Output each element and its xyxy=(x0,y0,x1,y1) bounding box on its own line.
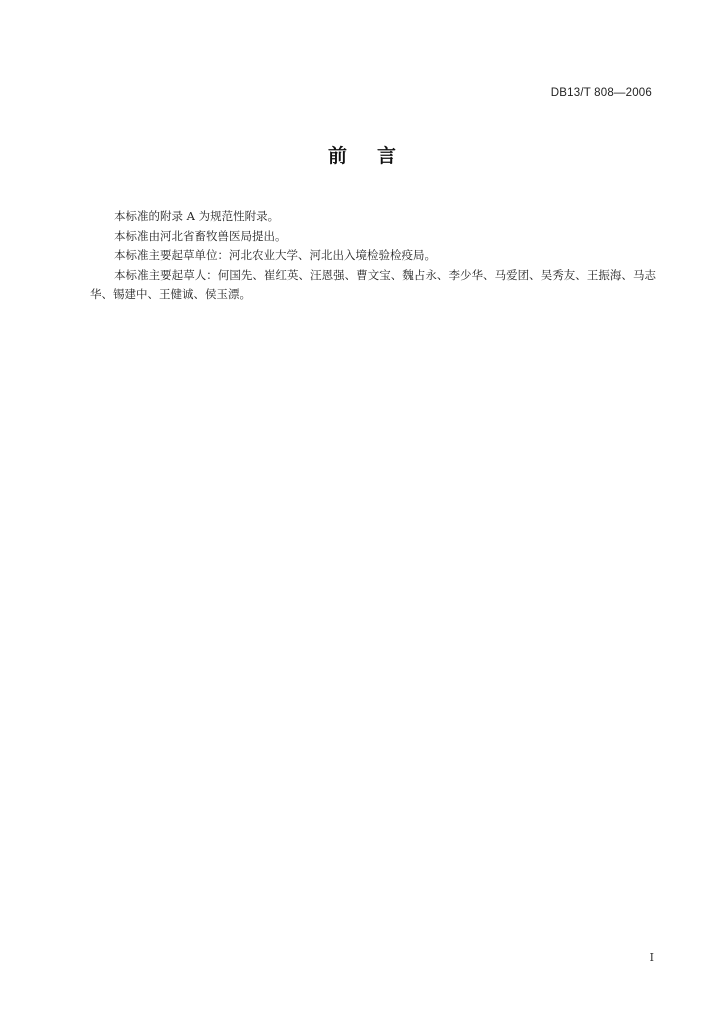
page-title: 前言 xyxy=(327,145,426,167)
paragraph-proposer: 本标准由河北省畜牧兽医局提出。 xyxy=(114,228,287,243)
paragraph-drafters: 本标准主要起草人：何国先、崔红英、汪恩强、曹文宝、魏占永、李少华、马爱团、吴秀友、王振海、马志华、锡建中、王健诚、侯玉漂。 xyxy=(90,267,656,301)
standard-code: DB13/T 808—2006 xyxy=(550,87,652,99)
paragraph-annex: 本标准的附录 A 为规范性附录。 xyxy=(114,209,280,223)
paragraph-drafting-units: 本标准主要起草单位：河北农业大学、河北出入境检验检疫局。 xyxy=(114,248,436,262)
foreword-body xyxy=(90,207,656,305)
page-number: I xyxy=(649,951,654,964)
